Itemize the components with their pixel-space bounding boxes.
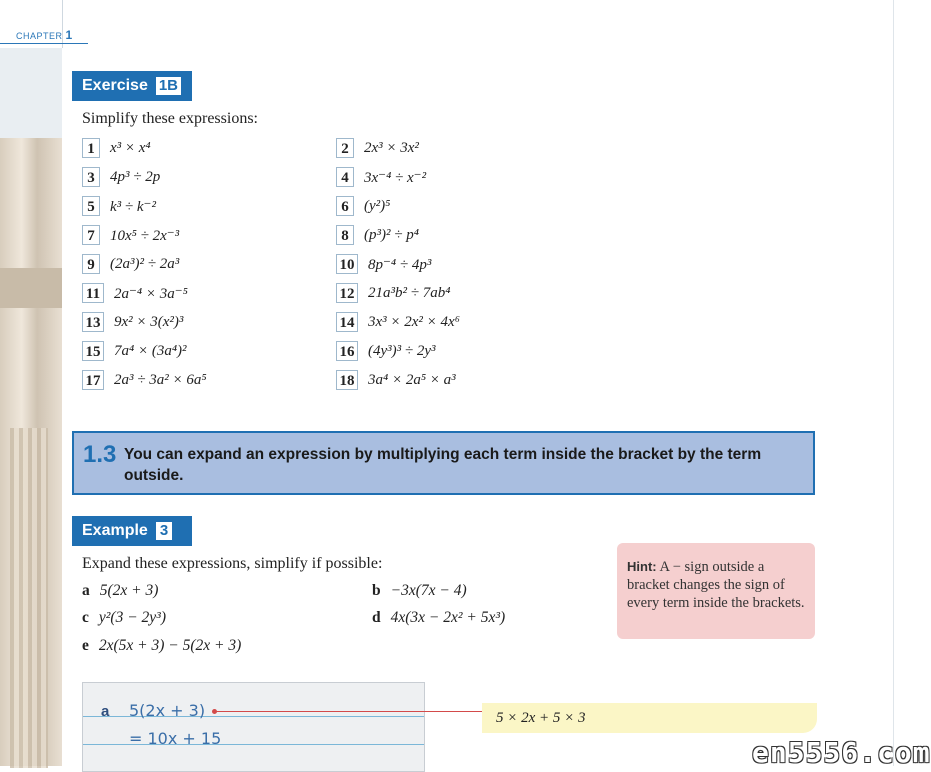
example-part: e 2x(5x + 3) − 5(2x + 3) [82,637,242,654]
question-item: 18 3a⁴ × 2a⁵ × a³ [336,369,456,391]
question-item: 10 8p⁻⁴ ÷ 4p³ [336,253,431,275]
exercise-intro: Simplify these expressions: [82,110,258,127]
question-item: 2 2x³ × 3x² [336,137,419,159]
chapter-label: CHAPTER 1 [16,28,73,42]
key-point-box [72,431,815,495]
chapter-underline [0,43,88,44]
callout-pointer [214,711,484,712]
question-item: 4 3x⁻⁴ ÷ x⁻² [336,166,426,188]
key-point-number: 1.3 [83,441,117,468]
example-part: d 4x(3x − 2x² + 5x³) [372,609,506,626]
hint-box [617,543,815,639]
question-item: 13 9x² × 3(x²)³ [82,311,183,333]
decorative-column-photo [0,48,62,766]
example-part: c y²(3 − 2y³) [82,609,166,626]
question-item: 17 2a³ ÷ 3a² × 6a⁵ [82,369,207,391]
hint-label: Hint: [627,559,657,574]
worked-solution-panel [82,682,425,772]
question-item: 11 2a⁻⁴ × 3a⁻⁵ [82,282,188,304]
example-intro: Expand these expressions, simplify if possible: [82,555,383,572]
callout-dot [212,709,217,714]
example-part: a 5(2x + 3) [82,582,159,599]
question-item: 8 (p³)² ÷ p⁴ [336,224,419,246]
question-item: 14 3x³ × 2x² × 4x⁶ [336,311,460,333]
solution-line: 5(2x + 3) [129,701,206,720]
hint-text: A − sign outside a bracket changes the sign of every term inside the brackets. [627,559,805,611]
question-item: 7 10x⁵ ÷ 2x⁻³ [82,224,179,246]
key-point-text: You can expand an expression by multiplying each term inside the bracket by the term outside. [124,446,762,484]
example-part: b −3x(7x − 4) [372,582,467,599]
exercise-heading: Exercise 1B [72,71,192,101]
question-item: 16 (4y³)³ ÷ 2y³ [336,340,436,362]
watermark: en5556.com [752,736,931,769]
question-item: 1 x³ × x⁴ [82,137,151,159]
divider [893,0,894,766]
question-item: 6 (y²)⁵ [336,195,390,217]
solution-line: = 10x + 15 [129,729,222,748]
question-item: 9 (2a³)² ÷ 2a³ [82,253,179,275]
callout-note: 5 × 2x + 5 × 3 [482,703,817,733]
solution-part-label: a [101,703,110,720]
question-item: 3 4p³ ÷ 2p [82,166,160,188]
question-item: 12 21a³b² ÷ 7ab⁴ [336,282,450,304]
example-heading: Example 3 [72,516,192,546]
question-item: 5 k³ ÷ k⁻² [82,195,156,217]
question-item: 15 7a⁴ × (3a⁴)² [82,340,187,362]
